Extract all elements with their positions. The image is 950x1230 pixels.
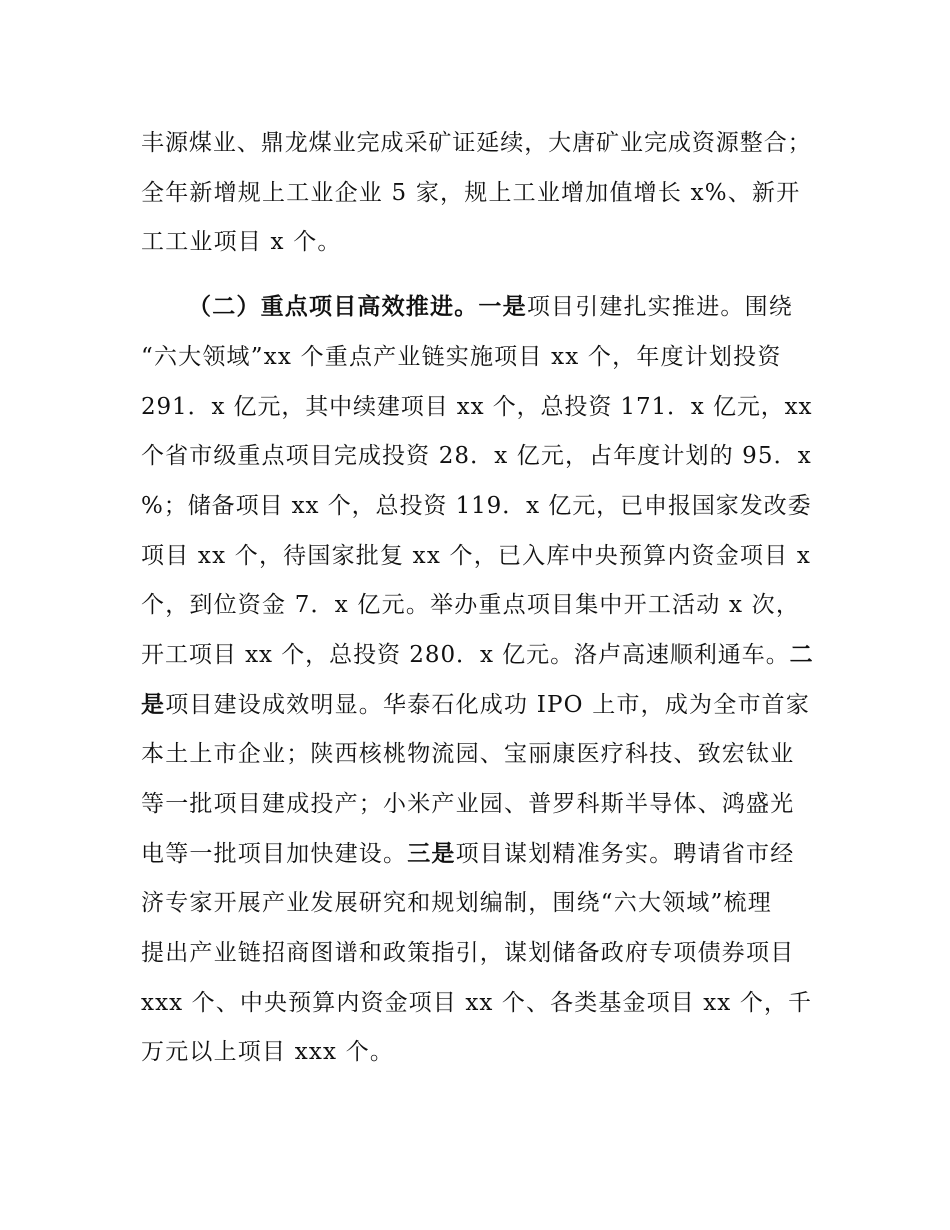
text-line: 万元以上项目 xxx 个。 [141,1039,395,1065]
text-line: 提出产业链招商图谱和政策指引，谋划储备政府专项债券项目 [141,940,795,966]
text-line: 本土上市企业；陕西核桃物流园、宝丽康医疗科技、致宏钛业 [141,741,795,767]
section-heading-line [188,292,793,322]
text-line: “六大领域”xx 个重点产业链实施项目 xx 个，年度计划投资 [141,344,782,370]
text-span: 电等一批项目加快建设。 [141,841,408,867]
section-heading: （二）重点项目高效推进。 [188,294,479,320]
text-line: 291．x 亿元，其中续建项目 xx 个，总投资 171．x 亿元，xx [141,394,813,420]
text-line [141,640,814,670]
text-line: xxx 个、中央预算内资金项目 xx 个、各类基金项目 xx 个，千 [141,990,813,1016]
text-line: 工工业项目 x 个。 [141,229,342,255]
text-span: 项目建设成效明显。华泰石化成功 IPO 上市，成为全市首家 [165,692,811,718]
point-marker: 一是 [478,294,527,320]
point-marker: 是 [141,692,166,718]
text-span: 项目引建扎实推进。围绕 [526,294,794,320]
text-line: 个，到位资金 7．x 亿元。举办重点项目集中开工活动 x 次， [141,592,801,618]
text-line: 丰源煤业、鼎龙煤业完成采矿证延续，大唐矿业完成资源整合； [141,130,812,156]
text-line: 个省市级重点项目完成投资 28．x 亿元，占年度计划的 95．x [141,443,812,469]
text-line: %；储备项目 xx 个，总投资 119．x 亿元，已申报国家发改委 [141,493,812,519]
text-line: 项目 xx 个，待国家批复 xx 个，已入库中央预算内资金项目 x [141,543,812,569]
point-marker: 三是 [407,841,456,867]
text-span: 项目谋划精准务实。聘请省市经 [455,841,795,867]
text-line: 济专家开展产业发展研究和规划编制，围绕“六大领域”梳理 [141,890,772,916]
text-line: 等一批项目建成投产；小米产业园、普罗科斯半导体、鸿盛光 [141,791,795,817]
text-line [141,839,794,869]
text-line: 全年新增规上工业企业 5 家，规上工业增加值增长 x%、新开 [141,180,801,206]
text-line [141,690,810,720]
point-marker: 二 [789,642,814,668]
text-span: 开工项目 xx 个，总投资 280．x 亿元。洛卢高速顺利通车。 [141,642,790,668]
